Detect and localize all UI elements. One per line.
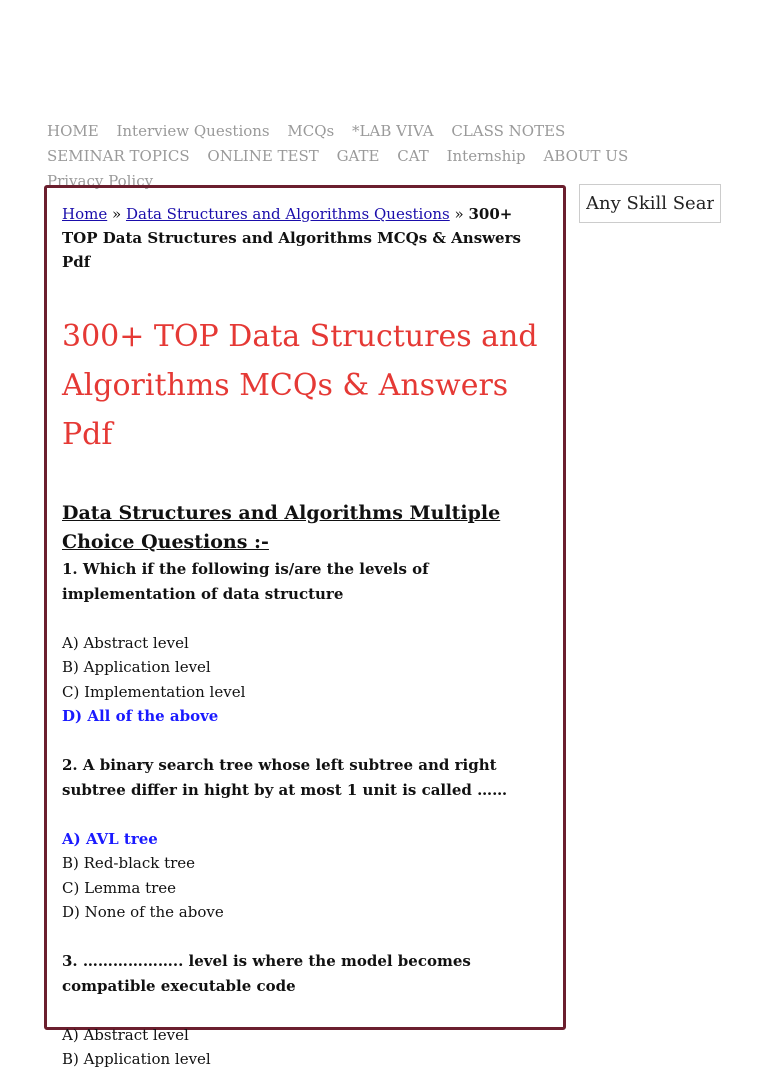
answer-option: B) Application level xyxy=(62,658,211,676)
nav-item-online-test[interactable]: ONLINE TEST xyxy=(207,147,319,165)
breadcrumb-current: 300+ TOP Data Structures and Algorithms MCQs & Answers Pdf xyxy=(62,205,521,271)
answer-option: A) Abstract level xyxy=(62,633,189,652)
nav-item-gate[interactable]: GATE xyxy=(336,147,380,165)
page-title: 300+ TOP Data Structures and Algorithms MCQs & Answers Pdf xyxy=(62,319,538,452)
breadcrumb-separator: » xyxy=(454,205,464,223)
correct-answer: A) AVL tree xyxy=(62,829,158,848)
question-block xyxy=(62,949,548,1072)
nav-item-class-notes[interactable]: CLASS NOTES xyxy=(451,122,566,140)
question-text: 3. ……………….. level is where the model becomes compatible executable code xyxy=(62,952,471,995)
question-text: 1. Which if the following is/are the levels of implementation of data structure xyxy=(62,560,429,603)
question-text: 2. A binary search tree whose left subtree and right subtree differ in hight by at most 1 unit is called …… xyxy=(62,756,508,799)
nav-item-mcqs[interactable]: MCQs xyxy=(287,122,335,140)
question-block xyxy=(62,557,548,729)
answer-option: D) None of the above xyxy=(62,903,224,921)
answer-options xyxy=(62,1023,548,1072)
answer-option: B) Red-black tree xyxy=(62,854,196,872)
search-box xyxy=(579,184,721,223)
question-block xyxy=(62,753,548,925)
breadcrumb-category-link[interactable]: Data Structures and Algorithms Questions xyxy=(125,205,450,223)
nav-item-internship[interactable]: Internship xyxy=(446,147,526,165)
answer-option: B) Application level xyxy=(62,1050,211,1068)
nav-item-cat[interactable]: CAT xyxy=(397,147,429,165)
breadcrumb-home-link[interactable]: Home xyxy=(62,205,108,223)
article-content xyxy=(44,185,566,1068)
nav-item-home[interactable]: HOME xyxy=(47,122,99,140)
search-input[interactable] xyxy=(580,185,720,222)
breadcrumb-separator: » xyxy=(112,205,122,223)
nav-item-about-us[interactable]: ABOUT US xyxy=(543,147,629,165)
nav-item-privacy-policy[interactable]: Privacy Policy xyxy=(47,172,154,190)
section-heading: Data Structures and Algorithms Multiple Choice Questions :- xyxy=(62,502,501,553)
answer-option: C) Lemma tree xyxy=(62,878,177,897)
top-navigation xyxy=(47,119,737,194)
answer-option: C) Implementation level xyxy=(62,682,246,701)
answer-options xyxy=(62,631,548,729)
correct-answer: D) All of the above xyxy=(62,707,219,725)
nav-item-seminar-topics[interactable]: SEMINAR TOPICS xyxy=(47,147,190,165)
nav-item-lab-viva[interactable]: *LAB VIVA xyxy=(352,122,434,140)
answer-options xyxy=(62,827,548,925)
breadcrumb xyxy=(62,202,548,274)
nav-item-interview-questions[interactable]: Interview Questions xyxy=(116,122,270,140)
answer-option: A) Abstract level xyxy=(62,1025,189,1044)
